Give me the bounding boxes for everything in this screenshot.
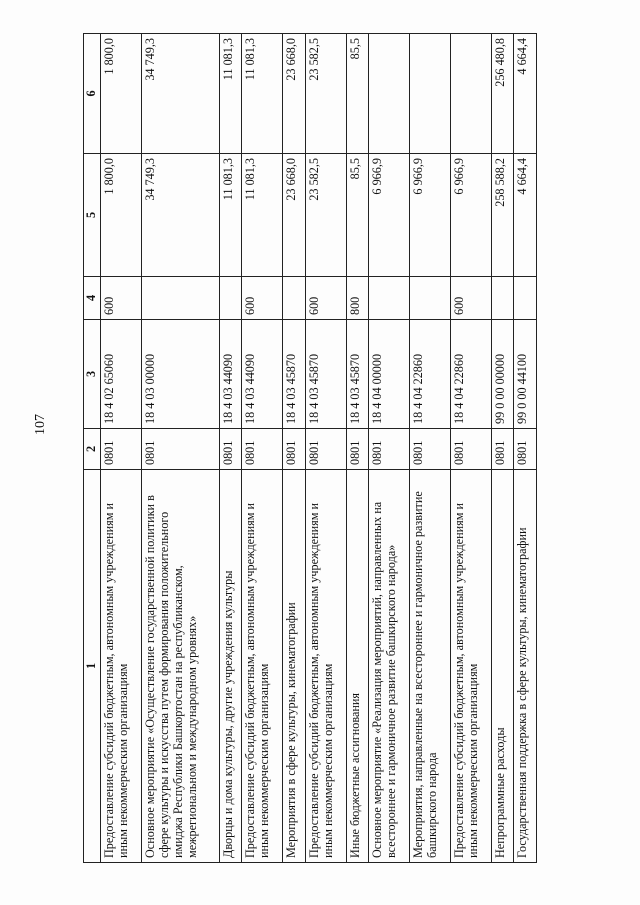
row-expense-type [283,277,305,320]
table-row [451,34,492,863]
row-target-code: 99 0 00 44100 [514,320,537,429]
row-value-col5: 6 966,9 [451,154,492,277]
table-row [514,34,537,863]
row-value-col6: 23 668,0 [283,34,305,154]
row-value-col5: 11 081,3 [219,154,241,277]
row-target-code: 99 0 00 00000 [492,320,514,429]
row-expense-type [514,277,537,320]
row-value-col5: 6 966,9 [410,154,451,277]
row-name: Основное мероприятие «Реализация мероприятий, направленных на всестороннее и гармоничное развитие башкирского народа» [369,470,410,863]
row-expense-type: 600 [305,277,346,320]
table-row [141,34,219,863]
row-name: Основное мероприятие «Осуществление государственной политики в сфере культуры и искусства путем формирования положительного имиджа Республики Башкортостан на республиканском, межрегиональном и международном уровнях» [141,470,219,863]
header-col-5: 5 [84,154,101,277]
row-name: Предоставление субсидий бюджетным, автономным учреждениям и иным некоммерческим организациям [305,470,346,863]
row-value-col5: 4 664,4 [514,154,537,277]
table-row [219,34,241,863]
table-row [101,34,142,863]
row-expense-type [141,277,219,320]
row-section-code: 0801 [141,429,219,470]
row-value-col6: 85,5 [346,34,368,154]
row-target-code: 18 4 04 00000 [369,320,410,429]
table-row [369,34,410,863]
row-value-col6: 11 081,3 [219,34,241,154]
row-section-code: 0801 [514,429,537,470]
row-target-code: 18 4 03 45870 [346,320,368,429]
budget-table [83,33,537,863]
header-col-1: 1 [84,470,101,863]
row-section-code: 0801 [410,429,451,470]
row-expense-type [492,277,514,320]
row-section-code: 0801 [305,429,346,470]
row-value-col5: 23 668,0 [283,154,305,277]
table-row [492,34,514,863]
row-section-code: 0801 [451,429,492,470]
header-row [84,34,101,863]
row-target-code: 18 4 03 45870 [305,320,346,429]
row-target-code: 18 4 03 45870 [283,320,305,429]
row-value-col5: 85,5 [346,154,368,277]
row-section-code: 0801 [346,429,368,470]
table-row [242,34,283,863]
row-name: Иные бюджетные ассигнования [346,470,368,863]
row-section-code: 0801 [242,429,283,470]
row-name: Мероприятия, направленные на всестороннее и гармоничное развитие башкирского народа [410,470,451,863]
row-name: Предоставление субсидий бюджетным, автономным учреждениям и иным некоммерческим организациям [242,470,283,863]
row-section-code: 0801 [219,429,241,470]
row-expense-type: 600 [242,277,283,320]
row-section-code: 0801 [101,429,142,470]
row-value-col5: 258 588,2 [492,154,514,277]
row-expense-type [219,277,241,320]
row-target-code: 18 4 02 65060 [101,320,142,429]
row-expense-type: 600 [451,277,492,320]
row-value-col6: 1 800,0 [101,34,142,154]
row-section-code: 0801 [492,429,514,470]
row-section-code: 0801 [369,429,410,470]
row-name: Дворцы и дома культуры, другие учреждения культуры [219,470,241,863]
row-value-col6 [369,34,410,154]
row-expense-type: 800 [346,277,368,320]
row-value-col6 [451,34,492,154]
row-value-col5: 34 749,3 [141,154,219,277]
row-value-col5: 23 582,5 [305,154,346,277]
row-expense-type: 600 [101,277,142,320]
row-value-col6: 4 664,4 [514,34,537,154]
row-name: Мероприятия в сфере культуры, кинематографии [283,470,305,863]
row-expense-type [369,277,410,320]
header-col-2: 2 [84,429,101,470]
rotated-table-wrapper [83,34,537,863]
row-expense-type [410,277,451,320]
row-name: Непрограммные расходы [492,470,514,863]
row-value-col5: 11 081,3 [242,154,283,277]
row-target-code: 18 4 03 44090 [242,320,283,429]
row-target-code: 18 4 03 00000 [141,320,219,429]
row-value-col6: 34 749,3 [141,34,219,154]
table-row [346,34,368,863]
row-target-code: 18 4 04 22860 [451,320,492,429]
header-col-6: 6 [84,34,101,154]
row-value-col6: 256 480,8 [492,34,514,154]
row-value-col6: 23 582,5 [305,34,346,154]
row-name: Предоставление субсидий бюджетным, автономным учреждениям и иным некоммерческим организациям [451,470,492,863]
row-target-code: 18 4 04 22860 [410,320,451,429]
row-name: Предоставление субсидий бюджетным, автономным учреждениям и иным некоммерческим организациям [101,470,142,863]
row-value-col5: 6 966,9 [369,154,410,277]
table-row [283,34,305,863]
header-col-4: 4 [84,277,101,320]
row-value-col5: 1 800,0 [101,154,142,277]
row-target-code: 18 4 03 44090 [219,320,241,429]
table-row [305,34,346,863]
table-row [410,34,451,863]
row-value-col6 [410,34,451,154]
header-col-3: 3 [84,320,101,429]
row-value-col6: 11 081,3 [242,34,283,154]
row-name: Государственная поддержка в сфере культуры, кинематографии [514,470,537,863]
page-number: 107 [33,414,48,435]
row-section-code: 0801 [283,429,305,470]
